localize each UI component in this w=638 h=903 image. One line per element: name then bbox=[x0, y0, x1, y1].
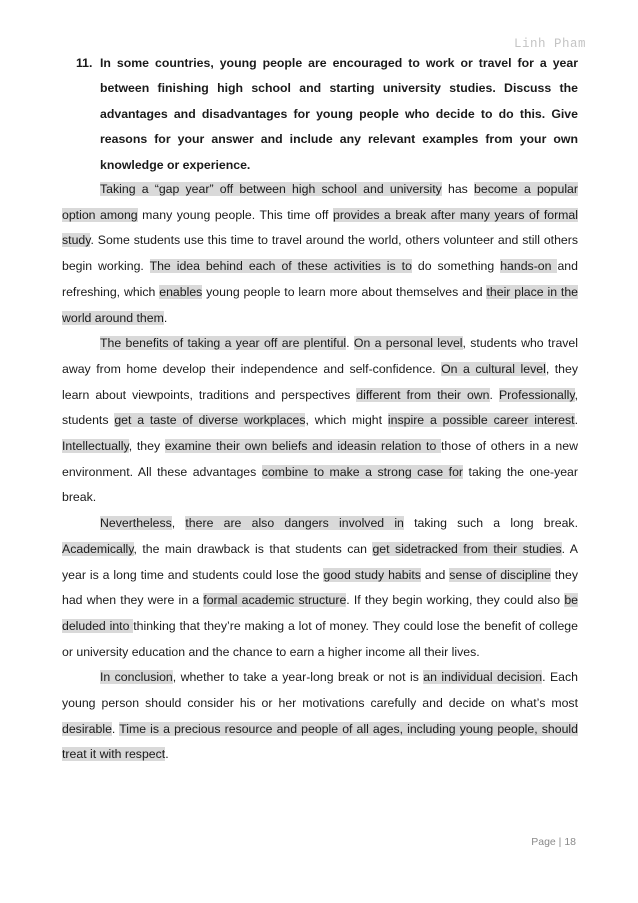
text-segment: and bbox=[420, 567, 450, 582]
essay-paragraph-disadvantages bbox=[62, 511, 578, 665]
highlighted-phrase: desirable bbox=[62, 721, 112, 736]
highlighted-phrase: On a personal level bbox=[353, 336, 463, 351]
text-segment: , they bbox=[128, 439, 165, 454]
highlighted-phrase: get a taste of diverse workplaces bbox=[114, 413, 306, 428]
highlighted-phrase: Professionally bbox=[498, 387, 575, 402]
highlighted-phrase: an individual decision bbox=[423, 670, 543, 685]
highlighted-phrase: The benefits of taking a year off are plentiful bbox=[100, 336, 347, 351]
highlighted-phrase: Intellectually bbox=[62, 439, 129, 454]
text-segment: those of others in a new environment. All these advantages bbox=[62, 439, 578, 479]
text-segment: taking the one-year break. bbox=[62, 464, 578, 505]
text-segment: . Some students use this time to travel around the world, others volunteer and still others begin working. bbox=[62, 233, 578, 274]
page-number: Page | 18 bbox=[531, 836, 576, 848]
text-segment: do something bbox=[411, 259, 501, 274]
highlighted-phrase: Time is a precious resource and people of all ages, including young people, should treat it with respect bbox=[62, 721, 578, 762]
highlighted-phrase: examine their own beliefs and ideasin relation to bbox=[164, 439, 441, 454]
page-header-author: Linh Pham bbox=[513, 37, 586, 51]
text-segment: taking such a long break. bbox=[403, 516, 578, 531]
question-block bbox=[76, 51, 578, 178]
essay-body bbox=[62, 177, 578, 768]
highlighted-phrase: The idea behind each of these activities is to bbox=[149, 259, 412, 274]
highlighted-phrase: inspire a possible career interest bbox=[387, 413, 575, 428]
highlighted-phrase: Taking a “gap year” off between high school and university bbox=[100, 182, 442, 196]
highlighted-phrase: enables bbox=[159, 284, 203, 299]
essay-paragraph-conclusion bbox=[62, 665, 578, 768]
highlighted-phrase: their place in the world around them bbox=[62, 284, 578, 325]
essay-paragraph-intro bbox=[62, 177, 578, 331]
text-segment: , bbox=[171, 516, 186, 531]
highlighted-phrase: combine to make a strong case for bbox=[261, 464, 464, 479]
highlighted-phrase: hands-on bbox=[500, 259, 558, 274]
highlighted-phrase: On a cultural level bbox=[441, 361, 546, 376]
highlighted-phrase: different from their own bbox=[356, 387, 490, 402]
highlighted-phrase: In conclusion bbox=[100, 670, 173, 685]
highlighted-phrase: become a popular option among bbox=[62, 182, 578, 222]
text-segment: young people to learn more about themselves and bbox=[202, 284, 487, 299]
highlighted-phrase: formal academic structure bbox=[203, 593, 347, 608]
text-segment: thinking that they’re making a lot of money. They could lose the benefit of college or university education and the chance to earn a higher income all their lives. bbox=[62, 618, 578, 659]
question-text: In some countries, young people are encouraged to work or travel for a year between finishing high school and starting university studies. Discuss the advantages and disadvantages for young people who decide to do this. Give reasons for your answer and include any relevant examples from your own knowledge or experience. bbox=[100, 56, 578, 172]
highlighted-phrase: get sidetracked from their studies bbox=[372, 541, 562, 556]
highlighted-phrase: be deluded into bbox=[62, 593, 578, 633]
text-segment: . If they begin working, they could also bbox=[346, 593, 565, 608]
text-segment: . bbox=[111, 721, 120, 736]
highlighted-phrase: there are also dangers involved in bbox=[185, 516, 404, 531]
text-segment: . bbox=[165, 747, 169, 762]
essay-paragraph-advantages bbox=[62, 331, 578, 511]
text-segment: many young people. This time off bbox=[137, 207, 333, 222]
highlighted-phrase: Academically bbox=[62, 541, 134, 556]
highlighted-phrase: sense of discipline bbox=[449, 567, 551, 582]
text-segment: , students bbox=[62, 387, 578, 428]
text-segment: and refreshing, which bbox=[62, 259, 578, 299]
question-number: 11. bbox=[76, 56, 93, 70]
text-segment: , whether to take a year-long break or not is bbox=[172, 670, 424, 685]
highlighted-phrase: provides a break after many years of formal study bbox=[62, 207, 578, 248]
text-segment: . bbox=[346, 336, 354, 351]
text-segment: , the main drawback is that students can bbox=[133, 541, 373, 556]
text-segment: , students who travel away from home develop their independence and self-confidence. bbox=[62, 336, 579, 376]
text-segment: , which might bbox=[305, 413, 388, 428]
text-segment: . bbox=[489, 387, 499, 402]
highlighted-phrase: good study habits bbox=[323, 567, 421, 582]
text-segment: . bbox=[574, 413, 579, 428]
text-segment: has bbox=[441, 182, 475, 196]
text-segment: they had when they were in a bbox=[62, 567, 578, 608]
text-segment: . bbox=[163, 310, 168, 325]
highlighted-phrase: Nevertheless bbox=[100, 516, 172, 531]
text-segment: . A year is a long time and students could lose the bbox=[62, 541, 579, 582]
text-segment: . Each young person should consider his or her motivations carefully and decide on what’s most bbox=[62, 670, 578, 711]
text-segment: , they learn about viewpoints, traditions and perspectives bbox=[62, 361, 578, 402]
